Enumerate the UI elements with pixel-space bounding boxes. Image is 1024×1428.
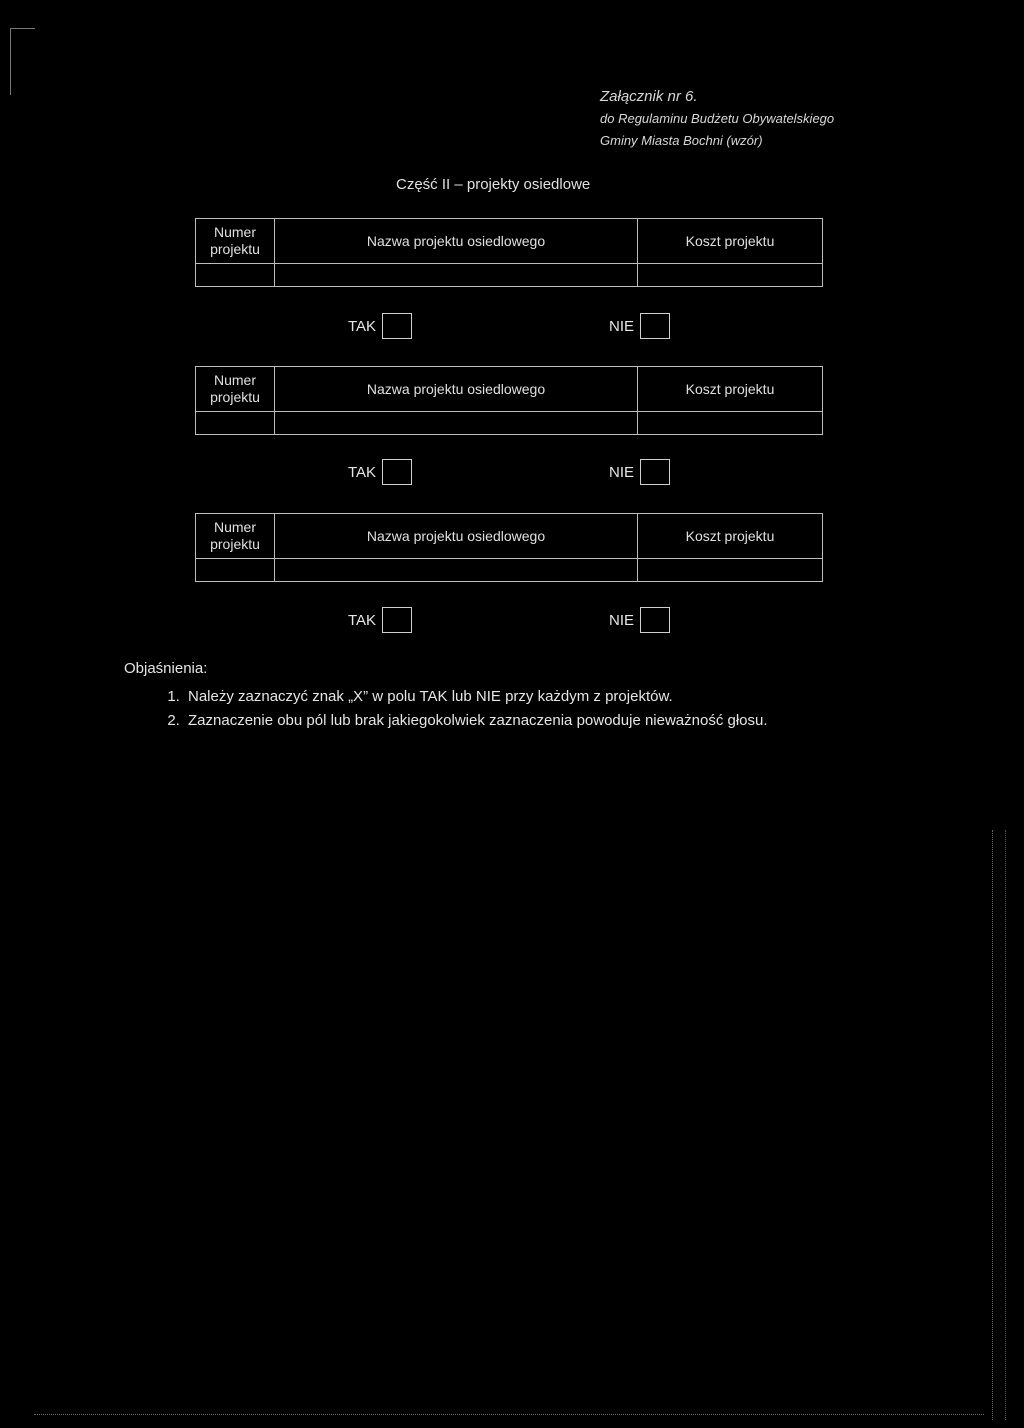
project-number-header bbox=[196, 514, 275, 559]
vote-yes-checkbox[interactable] bbox=[382, 607, 412, 633]
section-title: Część II – projekty osiedlowe bbox=[396, 176, 591, 193]
explanations-title: Objaśnienia: bbox=[124, 660, 208, 677]
project-table bbox=[195, 218, 823, 287]
project-number-label: Numer bbox=[213, 372, 256, 388]
vote-no-label: NIE bbox=[609, 611, 635, 629]
vote-row bbox=[195, 313, 819, 343]
attachment-title: Załącznik nr 6. bbox=[600, 88, 698, 105]
vote-no bbox=[609, 607, 670, 633]
project-name-cell bbox=[275, 264, 638, 287]
project-cost-header: Koszt projektu bbox=[638, 219, 823, 264]
scan-edge-artifact bbox=[34, 1414, 984, 1416]
scan-corner-mark bbox=[10, 28, 35, 95]
project-number-label: Numer bbox=[213, 224, 256, 240]
project-table bbox=[195, 513, 823, 582]
project-name-header: Nazwa projektu osiedlowego bbox=[275, 367, 638, 412]
vote-no-label: NIE bbox=[609, 463, 635, 481]
project-number-label: projektu bbox=[210, 389, 260, 405]
project-cost-header: Koszt projektu bbox=[638, 367, 823, 412]
vote-yes-label: TAK bbox=[348, 611, 377, 629]
vote-yes-checkbox[interactable] bbox=[382, 459, 412, 485]
explanations bbox=[124, 657, 864, 733]
vote-no bbox=[609, 313, 670, 339]
vote-yes bbox=[348, 313, 412, 339]
project-name-cell bbox=[275, 559, 638, 582]
project-cost-header: Koszt projektu bbox=[638, 514, 823, 559]
project-cost-cell bbox=[638, 264, 823, 287]
explanations-list bbox=[124, 685, 864, 733]
project-cost-cell bbox=[638, 559, 823, 582]
vote-no-checkbox[interactable] bbox=[640, 607, 670, 633]
vote-yes-checkbox[interactable] bbox=[382, 313, 412, 339]
project-number-cell bbox=[196, 264, 275, 287]
vote-yes-label: TAK bbox=[348, 317, 377, 335]
vote-yes bbox=[348, 459, 412, 485]
project-table bbox=[195, 366, 823, 435]
vote-no bbox=[609, 459, 670, 485]
project-number-label: projektu bbox=[210, 536, 260, 552]
vote-no-checkbox[interactable] bbox=[640, 459, 670, 485]
vote-no-label: NIE bbox=[609, 317, 635, 335]
project-number-header bbox=[196, 219, 275, 264]
vote-no-checkbox[interactable] bbox=[640, 313, 670, 339]
project-block bbox=[195, 513, 819, 629]
explanation-item: 1. Należy zaznaczyć znak „X” w polu TAK lub NIE przy każdym z projektów. bbox=[184, 685, 864, 709]
project-name-header: Nazwa projektu osiedlowego bbox=[275, 219, 638, 264]
project-number-cell bbox=[196, 559, 275, 582]
vote-yes-label: TAK bbox=[348, 463, 377, 481]
project-number-label: Numer bbox=[213, 519, 256, 535]
project-number-cell bbox=[196, 412, 275, 435]
project-name-header: Nazwa projektu osiedlowego bbox=[275, 514, 638, 559]
attachment-municipality: Gminy Miasta Bochni (wzór) bbox=[600, 133, 763, 148]
explanation-item: 2. Zaznaczenie obu pól lub brak jakiegokolwiek zaznaczenia powoduje nieważność głosu. bbox=[184, 709, 864, 733]
project-number-header bbox=[196, 367, 275, 412]
vote-row bbox=[195, 459, 819, 489]
project-number-label: projektu bbox=[210, 241, 260, 257]
project-name-cell bbox=[275, 412, 638, 435]
attachment-note bbox=[600, 86, 920, 152]
project-block bbox=[195, 218, 819, 335]
project-block bbox=[195, 366, 819, 481]
project-cost-cell bbox=[638, 412, 823, 435]
attachment-regulation: do Regulaminu Budżetu Obywatelskiego bbox=[600, 111, 835, 126]
vote-row bbox=[195, 607, 819, 637]
vote-yes bbox=[348, 607, 412, 633]
scan-edge-artifact bbox=[992, 830, 1006, 1420]
